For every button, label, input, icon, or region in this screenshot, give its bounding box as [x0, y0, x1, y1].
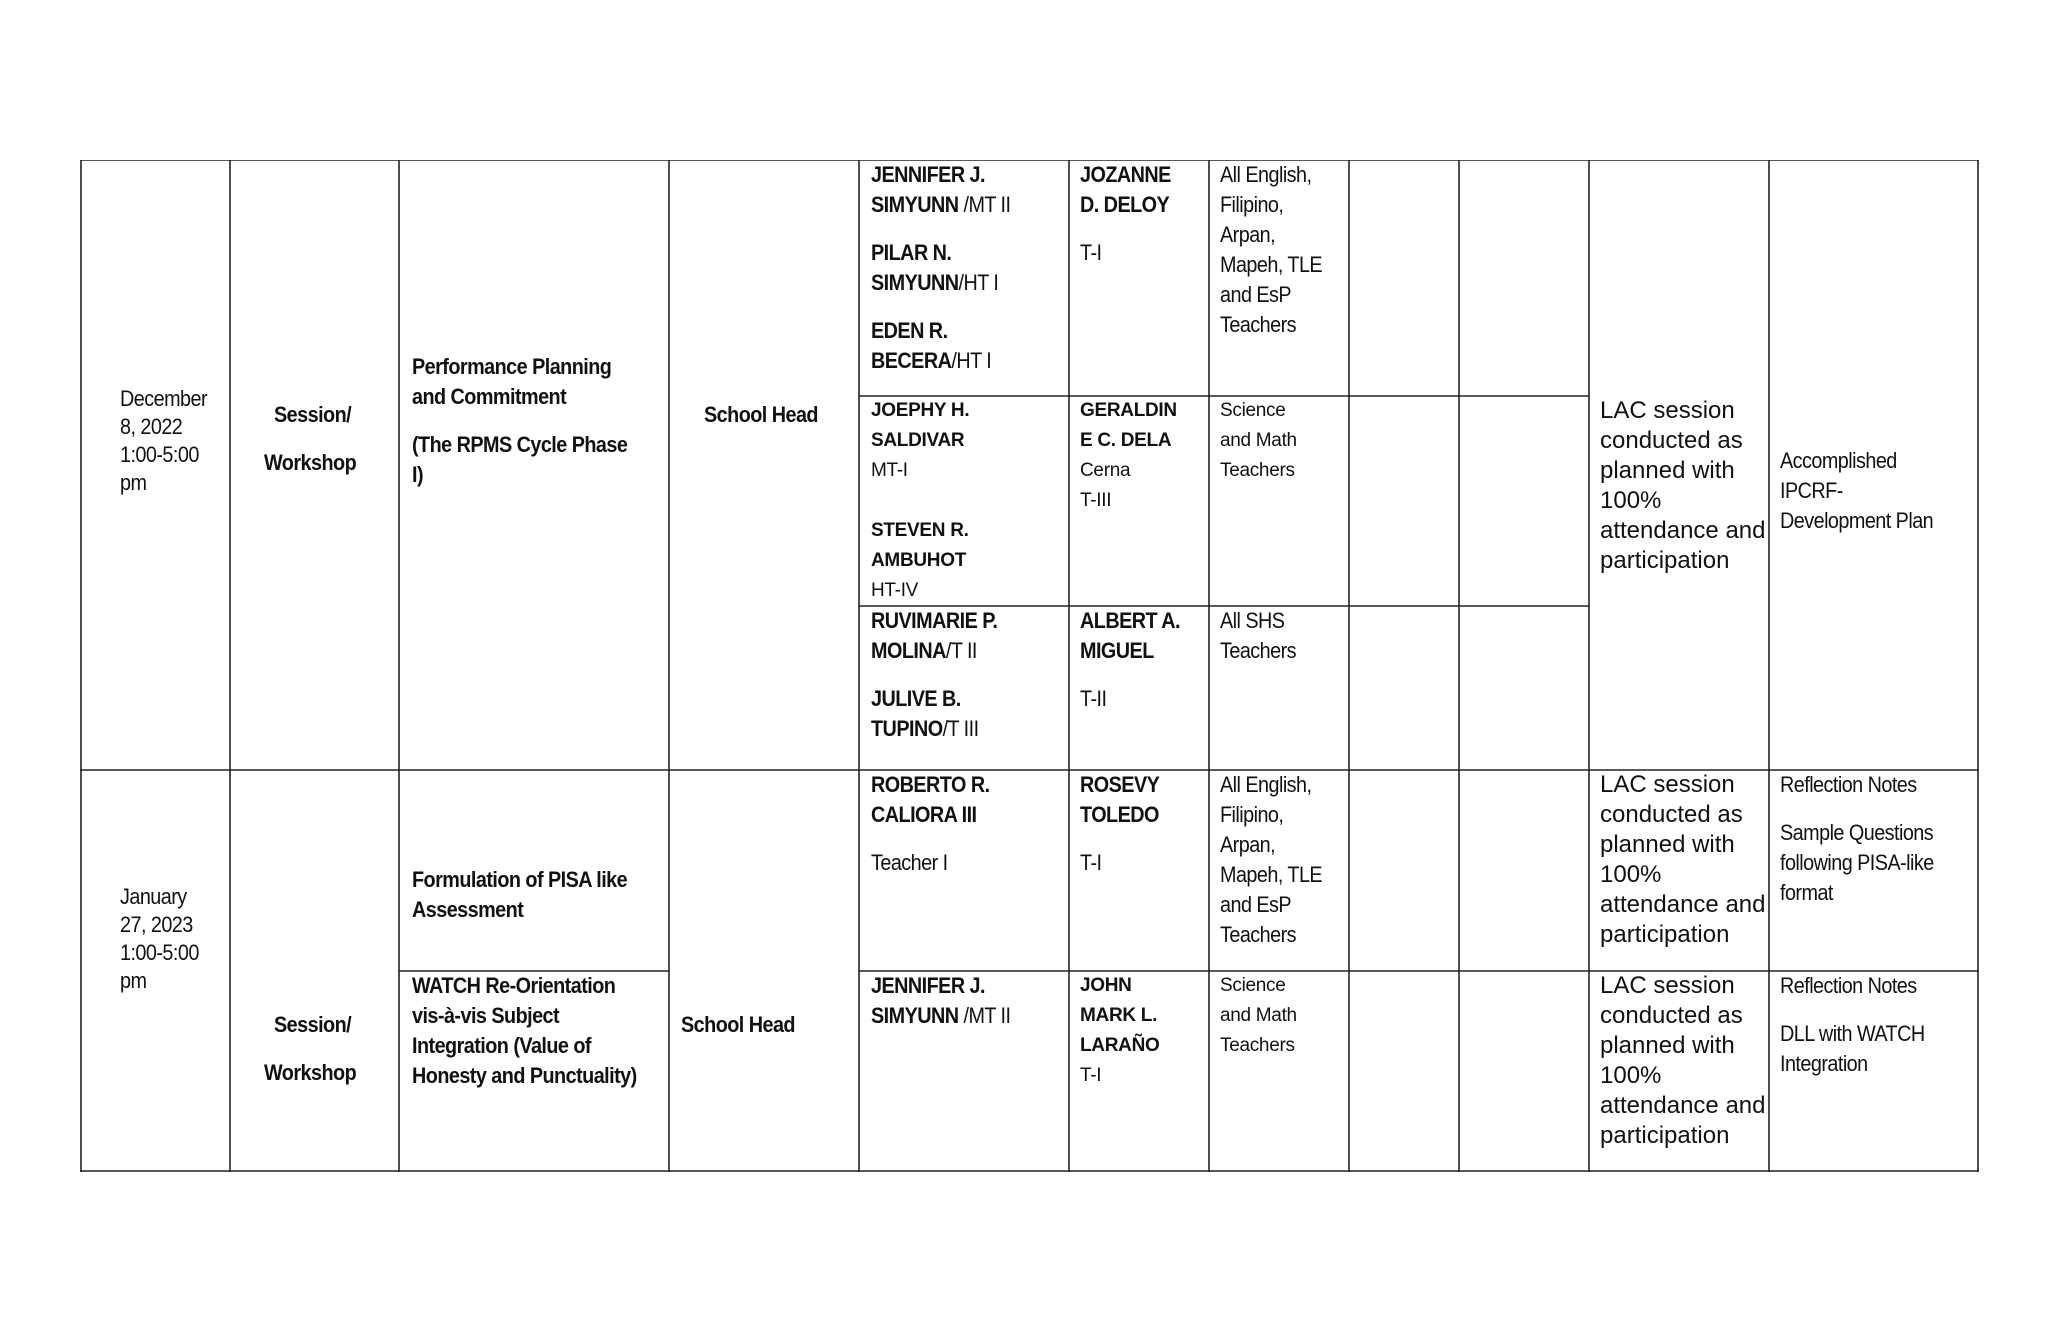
facilitator-name: JENNIFER J.	[871, 162, 986, 187]
coordinator-name: TOLEDO	[1080, 802, 1159, 827]
output-line: Integration	[1780, 1051, 1868, 1076]
success-line: participation	[1600, 1122, 1730, 1149]
row-1-subtitle-line: (The RPMS Cycle Phase	[412, 432, 628, 457]
success-line: 100%	[1600, 1062, 1662, 1089]
coordinator-name: GERALDIN	[1080, 400, 1177, 421]
participants-line: Teachers	[1220, 922, 1297, 947]
participants-line: Teachers	[1220, 460, 1295, 481]
facilitator-name: TUPINO	[871, 716, 943, 741]
success-line: attendance and	[1600, 891, 1766, 918]
row-2-date-line: 1:00-5:00	[120, 940, 199, 965]
row-2-type-line: Session/	[274, 1012, 352, 1037]
facilitator-name: JOEPHY H.	[871, 400, 970, 421]
facilitator-role: /HT I	[958, 270, 999, 295]
facilitator-name: EDEN R.	[871, 318, 948, 343]
participants-line: and EsP	[1220, 282, 1292, 307]
coordinator-role: T-III	[1080, 490, 1112, 511]
facilitator-name: SIMYUNN	[871, 270, 959, 295]
coordinator-name: MARK L.	[1080, 1005, 1158, 1026]
topic-title-line: WATCH Re-Orientation	[412, 973, 616, 998]
participants-line: and Math	[1220, 1005, 1297, 1026]
success-line: planned with	[1600, 831, 1735, 858]
row-2-date-line: pm	[120, 968, 147, 993]
coordinator-role: T-I	[1080, 850, 1102, 875]
success-line: planned with	[1600, 1032, 1735, 1059]
participants-line: Arpan,	[1220, 832, 1276, 857]
coordinator-name: Cerna	[1080, 460, 1131, 481]
facilitator-role: /MT II	[958, 1003, 1011, 1028]
output-line: Sample Questions	[1780, 820, 1934, 845]
facilitator-role: /MT II	[958, 192, 1011, 217]
output-line: Accomplished	[1780, 448, 1897, 473]
topic-title-line: Honesty and Punctuality)	[412, 1063, 637, 1088]
row-1-date-line: December	[120, 386, 208, 411]
success-line: attendance and	[1600, 1092, 1766, 1119]
participants-line: Teachers	[1220, 312, 1297, 337]
coordinator-name: E C. DELA	[1080, 430, 1172, 451]
facilitator-role: /T III	[942, 716, 979, 741]
row-2-date-line: 27, 2023	[120, 912, 193, 937]
facilitator-name: SIMYUNN	[871, 1003, 959, 1028]
row-1-title-line: Performance Planning	[412, 354, 612, 379]
row-2-date-line: January	[120, 884, 187, 909]
participants-line: Arpan,	[1220, 222, 1276, 247]
success-line: 100%	[1600, 861, 1662, 888]
facilitator-name: AMBUHOT	[871, 550, 966, 571]
row-2-type-line: Workshop	[264, 1060, 357, 1085]
facilitator-name: MOLINA	[871, 638, 946, 663]
row-1-type-line: Workshop	[264, 450, 357, 475]
topic-title-line: Assessment	[412, 897, 524, 922]
coordinator-name: MIGUEL	[1080, 638, 1154, 663]
participants-line: Science	[1220, 400, 1286, 421]
participants-line: Filipino,	[1220, 802, 1284, 827]
output-line: following PISA-like	[1780, 850, 1934, 875]
coordinator-role: T-I	[1080, 240, 1102, 265]
facilitator-name: JENNIFER J.	[871, 973, 986, 998]
success-line: LAC session	[1600, 397, 1735, 424]
success-line: 100%	[1600, 487, 1662, 514]
row-2-person-responsible: School Head	[681, 1012, 795, 1037]
success-line: conducted as	[1600, 801, 1743, 828]
participants-line: Mapeh, TLE	[1220, 862, 1323, 887]
success-line: planned with	[1600, 457, 1735, 484]
coordinator-role: T-II	[1080, 686, 1107, 711]
output-line: IPCRF-	[1780, 478, 1843, 503]
success-line: LAC session	[1600, 972, 1735, 999]
facilitator-name: PILAR N.	[871, 240, 952, 265]
row-1-date-line: 8, 2022	[120, 414, 183, 439]
participants-line: and EsP	[1220, 892, 1292, 917]
topic-title-line: Formulation of PISA like	[412, 867, 628, 892]
success-line: conducted as	[1600, 427, 1743, 454]
facilitator-role: MT-I	[871, 460, 908, 481]
participants-line: Teachers	[1220, 638, 1297, 663]
facilitator-role: /HT I	[951, 348, 992, 373]
participants-line: and Math	[1220, 430, 1297, 451]
facilitator-name: JULIVE B.	[871, 686, 961, 711]
success-line: LAC session	[1600, 771, 1735, 798]
row-1-title-line: and Commitment	[412, 384, 567, 409]
facilitator-name: RUVIMARIE P.	[871, 608, 998, 633]
topic-title-line: vis-à-vis Subject	[412, 1003, 560, 1028]
facilitator-role: Teacher I	[871, 850, 948, 875]
row-1-date-line: 1:00-5:00	[120, 442, 199, 467]
coordinator-name: ALBERT A.	[1080, 608, 1181, 633]
facilitator-role: /T II	[945, 638, 977, 663]
success-line: conducted as	[1600, 1002, 1743, 1029]
coordinator-name: ROSEVY	[1080, 772, 1160, 797]
coordinator-name: JOZANNE	[1080, 162, 1171, 187]
facilitator-name: ROBERTO R.	[871, 772, 990, 797]
row-1-subtitle-line: I)	[412, 462, 424, 487]
facilitator-role: HT-IV	[871, 580, 919, 601]
output-line: DLL with WATCH	[1780, 1021, 1925, 1046]
participants-line: Science	[1220, 975, 1286, 996]
row-1-date-line: pm	[120, 470, 147, 495]
facilitator-name: SALDIVAR	[871, 430, 965, 451]
facilitator-name: BECERA	[871, 348, 952, 373]
participants-line: All SHS	[1220, 608, 1285, 633]
coordinator-name: JOHN	[1080, 975, 1132, 996]
success-line: participation	[1600, 921, 1730, 948]
output-line: Development Plan	[1780, 508, 1934, 533]
coordinator-role: T-I	[1080, 1065, 1102, 1086]
row-1-type-line: Session/	[274, 402, 352, 427]
output-line: Reflection Notes	[1780, 772, 1917, 797]
participants-line: Filipino,	[1220, 192, 1284, 217]
output-line: Reflection Notes	[1780, 973, 1917, 998]
topic-title-line: Integration (Value of	[412, 1033, 591, 1058]
coordinator-name: LARAÑO	[1080, 1035, 1160, 1056]
lac-plan-table	[80, 160, 1979, 1172]
facilitator-name: SIMYUNN	[871, 192, 959, 217]
participants-line: All English,	[1220, 162, 1312, 187]
facilitator-name: CALIORA III	[871, 802, 977, 827]
row-1-person-responsible: School Head	[704, 402, 818, 427]
success-line: attendance and	[1600, 517, 1766, 544]
output-line: format	[1780, 880, 1833, 905]
participants-line: Teachers	[1220, 1035, 1295, 1056]
coordinator-name: D. DELOY	[1080, 192, 1170, 217]
participants-line: Mapeh, TLE	[1220, 252, 1323, 277]
facilitator-name: STEVEN R.	[871, 520, 969, 541]
participants-line: All English,	[1220, 772, 1312, 797]
success-line: participation	[1600, 547, 1730, 574]
